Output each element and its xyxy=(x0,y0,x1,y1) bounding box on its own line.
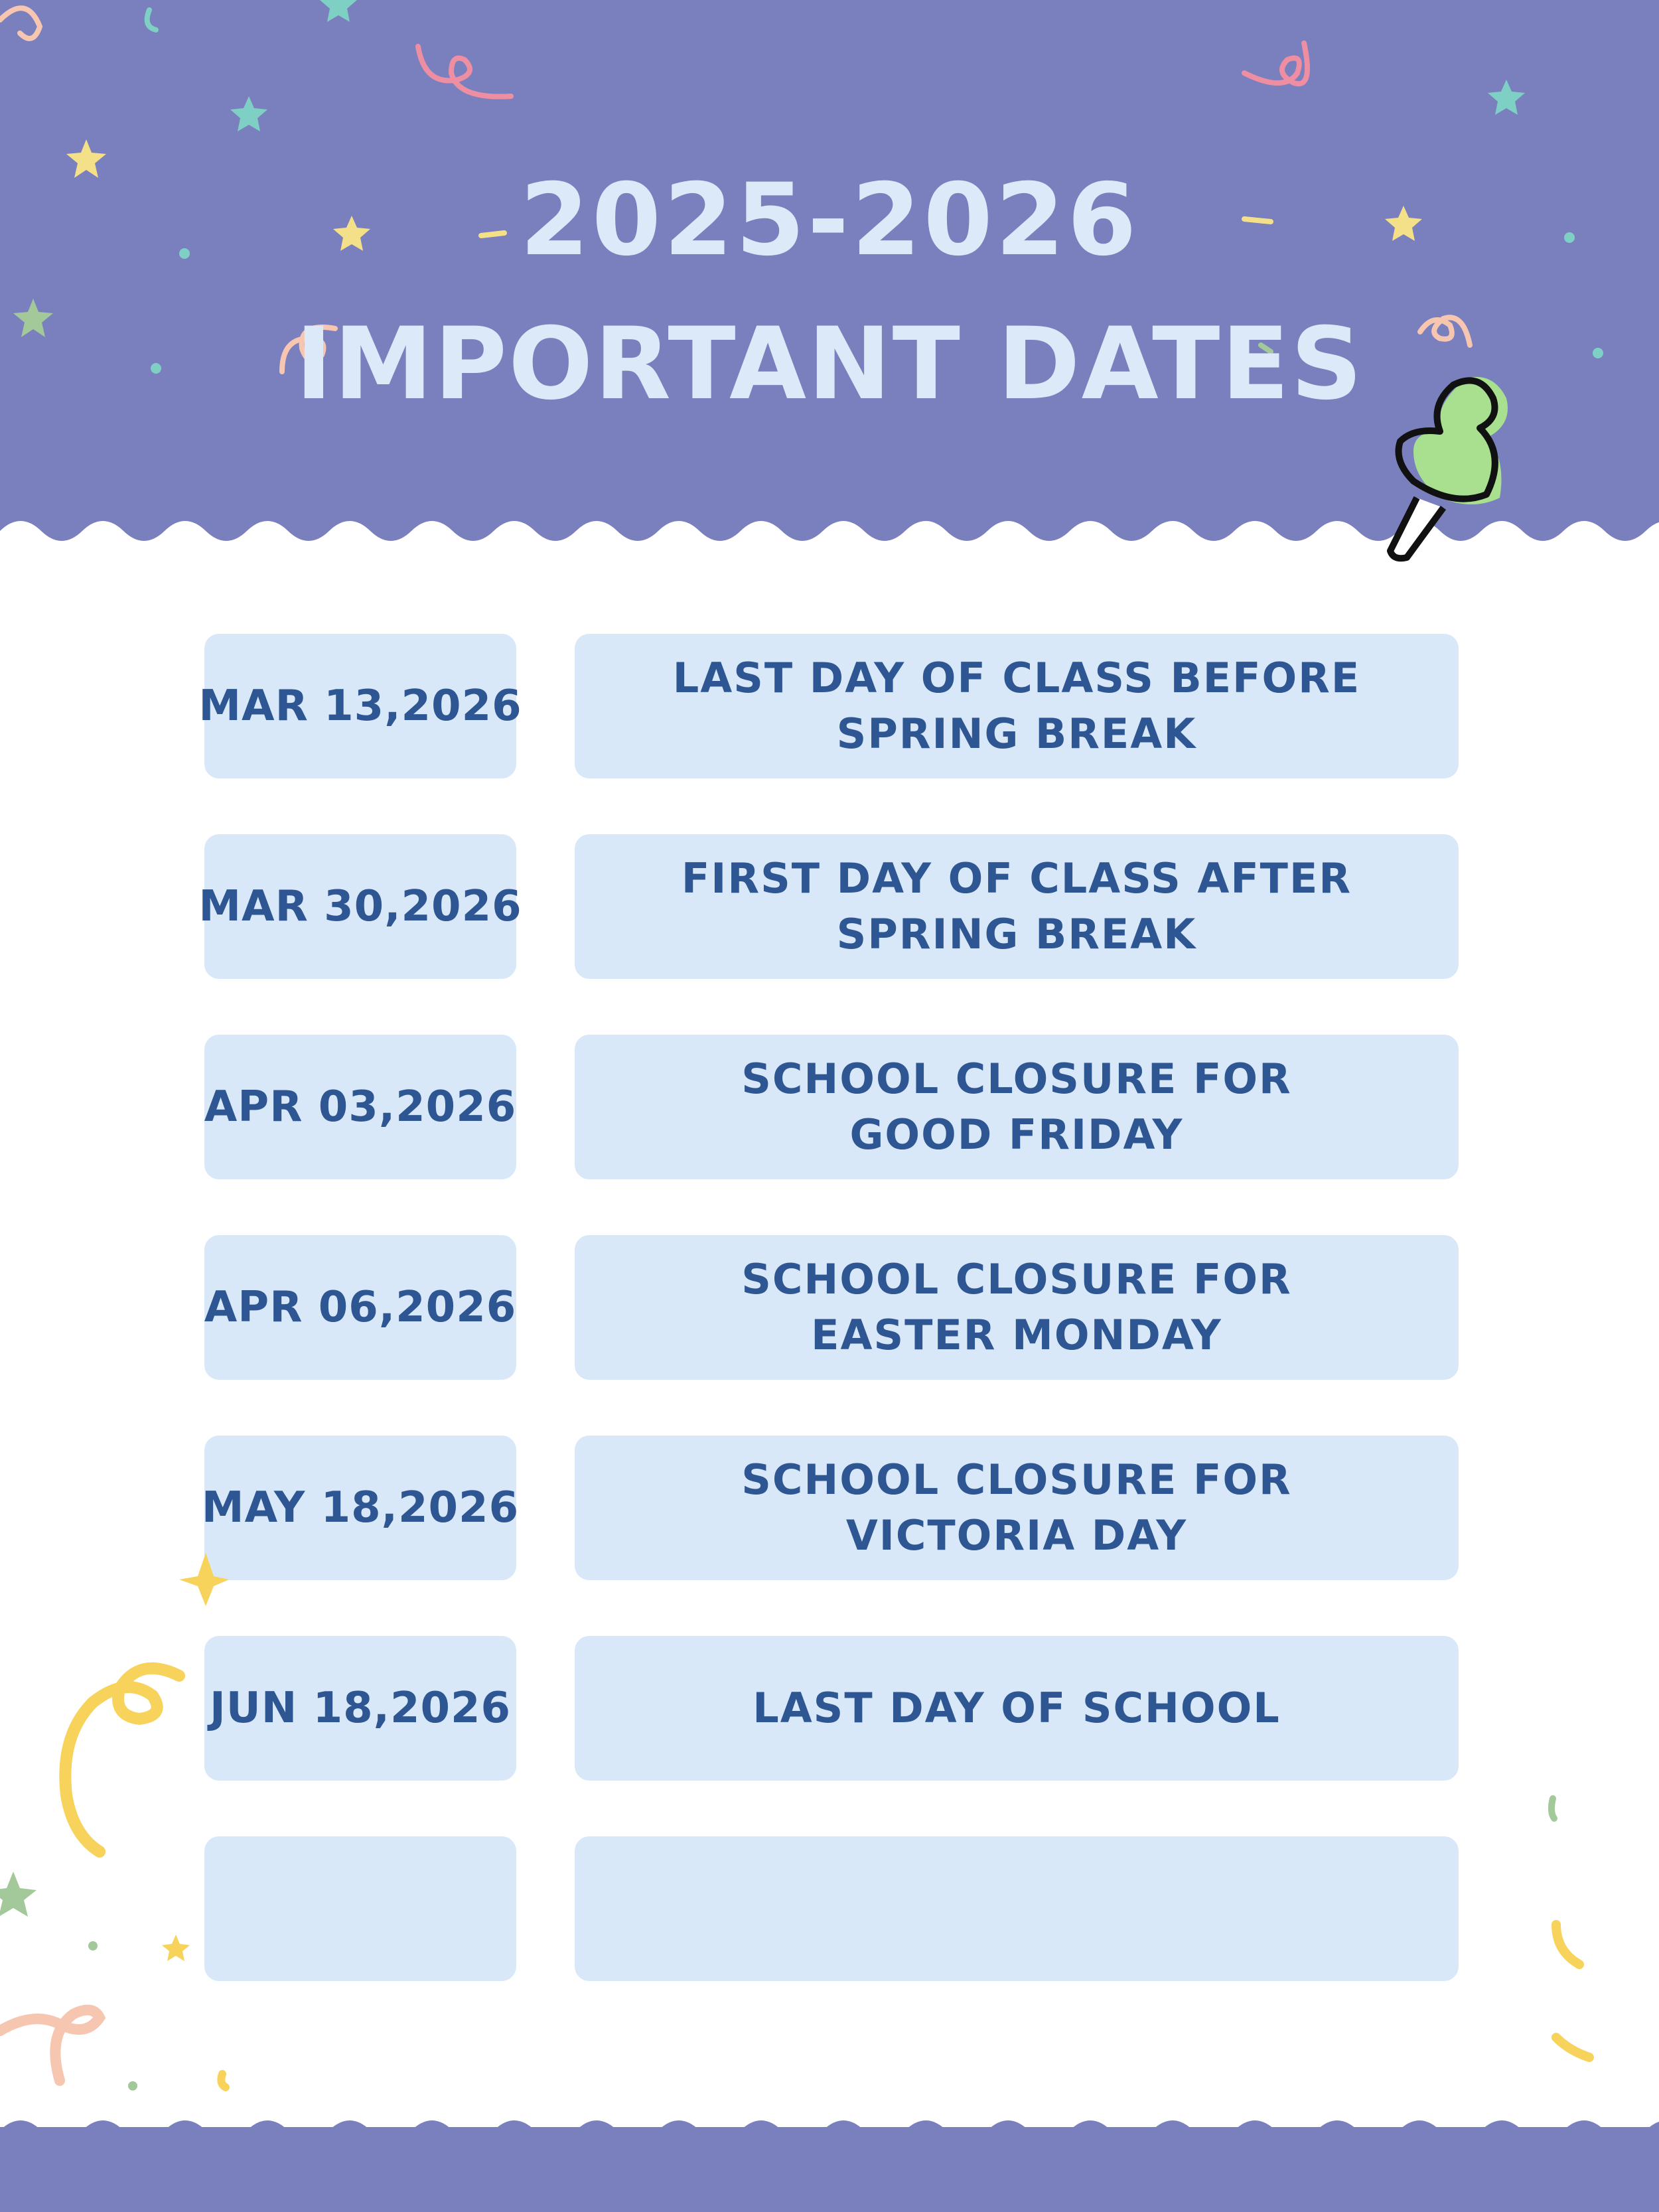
star-icon xyxy=(162,1935,190,1961)
lower-confetti xyxy=(0,1526,1659,2124)
event-description: FIRST DAY OF CLASS AFTER SPRING BREAK xyxy=(681,854,1352,958)
list-item xyxy=(0,834,1659,979)
star-icon xyxy=(1488,80,1525,115)
event-box xyxy=(575,834,1459,979)
confetti-swirl-icon xyxy=(1244,43,1307,84)
star-icon xyxy=(320,0,357,22)
event-box xyxy=(575,634,1459,778)
event-description: LAST DAY OF SCHOOL xyxy=(753,1684,1281,1732)
confetti-swirl-icon xyxy=(0,2010,100,2081)
list-item xyxy=(0,1035,1659,1179)
event-description: SCHOOL CLOSURE FOR GOOD FRIDAY xyxy=(741,1055,1292,1159)
page-title-year: 2025-2026 xyxy=(520,163,1139,278)
star-icon xyxy=(230,96,267,131)
list-item xyxy=(0,634,1659,778)
event-date: APR 06,2026 xyxy=(204,1283,517,1332)
confetti-swirl-icon xyxy=(418,46,511,97)
event-date: JUN 18,2026 xyxy=(209,1684,512,1733)
star-icon xyxy=(0,1872,36,1917)
event-date: MAR 30,2026 xyxy=(198,882,522,931)
event-box xyxy=(575,1235,1459,1380)
page-title: IMPORTANT DATES xyxy=(295,307,1364,422)
event-description: LAST DAY OF CLASS BEFORE SPRING BREAK xyxy=(672,654,1361,758)
event-date: APR 03,2026 xyxy=(204,1082,517,1132)
footer-wave xyxy=(0,2104,1659,2150)
confetti-swirl-icon xyxy=(0,8,40,38)
list-item xyxy=(0,1235,1659,1380)
event-date: MAR 13,2026 xyxy=(198,682,522,731)
event-box xyxy=(575,1035,1459,1179)
date-box xyxy=(204,1235,516,1380)
event-description: SCHOOL CLOSURE FOR VICTORIA DAY xyxy=(741,1455,1292,1560)
event-description: SCHOOL CLOSURE FOR EASTER MONDAY xyxy=(741,1255,1292,1359)
event-date: MAY 18,2026 xyxy=(201,1483,520,1532)
date-box xyxy=(198,634,522,778)
date-box xyxy=(198,834,522,979)
confeti-swirl-icon xyxy=(65,1668,179,1852)
star-icon xyxy=(179,1553,229,1606)
pushpin-icon xyxy=(1374,365,1559,597)
date-box xyxy=(204,1035,516,1179)
